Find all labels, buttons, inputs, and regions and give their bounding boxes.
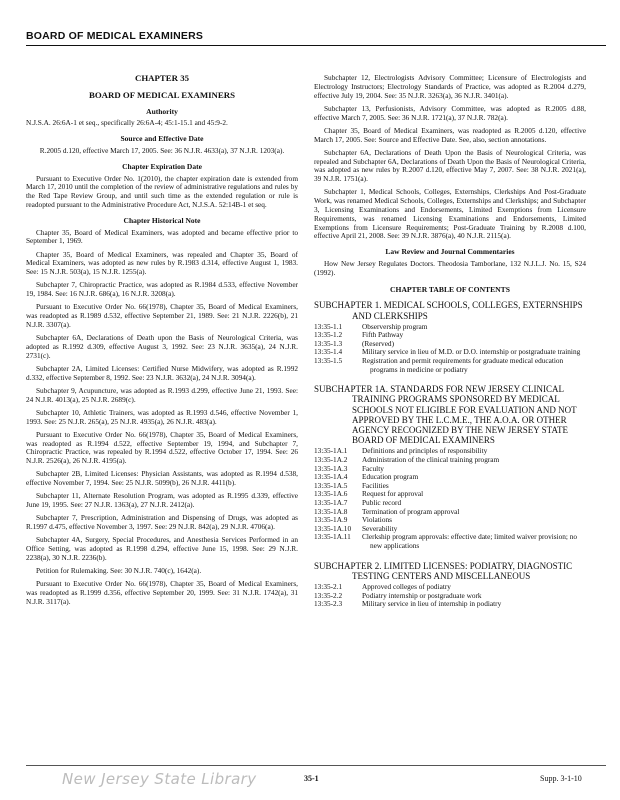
- history-paragraph: Subchapter 6A, Declarations of Death Upon the Basis of Neurological Criteria, was repealed and Subchapter 6A, Declarations of Death Upon the Basis of Neurological Criteria, was adopted as new rules by R.2007 d.120, effective May 7, 2007. See: 38 N.J.R. 2021(a), 39 N.J.R. 1751(a).: [314, 147, 586, 184]
- history-paragraph: Subchapter 12, Electrologists Advisory Committee; Licensure of Electrologists and Electrology Instructors; Electrology Standards of Practice, was adopted as R.2004 d.279, effective July 19, 2004. See: 35 N.J.R. 3263(a), 36 N.J.R. 3401(a).: [314, 73, 586, 100]
- section-title: Administration of the clinical training program: [362, 455, 500, 465]
- toc-entry: [314, 508, 586, 517]
- section-title: Request for approval: [362, 489, 424, 499]
- history-paragraph: Chapter 35, Board of Medical Examiners, was readopted as R.2005 d.120, effective March 17, 2005. See: Source and Effective Date. See, also, section annotations.: [314, 125, 586, 144]
- toc-spacer: [314, 551, 586, 557]
- history-paragraph: Subchapter 2A, Limited Licenses: Certified Nurse Midwifery, was adopted as R.1992 d.332, effective September 8, 1992. See: 23 N.J.R. 3632(a), 24 N.J.R. 3094(a).: [26, 363, 298, 382]
- history-paragraph: Subchapter 10, Athletic Trainers, was adopted as R.1993 d.546, effective November 1, 1993. See: 25 N.J.R. 265(a), 25 N.J.R. 4935(a), 26 N.J.R. 483(a).: [26, 407, 298, 426]
- section-title: Podiatry internship or postgraduate work: [362, 590, 482, 600]
- section-title: Definitions and principles of responsibility: [362, 446, 488, 456]
- history-paragraph: Pursuant to Executive Order No. 66(1978), Chapter 35, Board of Medical Examiners, was readopted as R.1994 d.522, effective September 19, 1994, and Subchapter 7, Chiropractic Practice, was repealed by R.1994 d.522, effective October 17, 1994. See: 26 N.J.R. 2526(a), 26 N.J.R. 4195(a).: [26, 429, 298, 466]
- section-title: (Reserved): [362, 338, 395, 348]
- history-paragraph: Chapter 35, Board of Medical Examiners, was repealed and Chapter 35, Board of Medical Examiners, was adopted as new rules by R.1983 d.314, effective August 1, 1983. See: 15 N.J.R. 503(a), 15 N.J.R. 1255(a).: [26, 249, 298, 277]
- law-review-text: How New Jersey Regulates Doctors. Theodosia Tamborlane, 132 N.J.L.J. No. 15, S24 (1992).: [314, 258, 586, 277]
- history-paragraph: Subchapter 1, Medical Schools, Colleges, Externships, Clerkships And Post-Graduate Work, was renamed Medical Schools, Colleges, Externships and Clerkships; and Subchapter 3, Licensing Examinations and Endorsements, Limited Exemptions from Licensure Requirements, was renamed Licensing Examinations and Endorsements, Limited Exemptions from Licensure Requirements; Post-Graduate Training by R.2008 d.100, effective April 21, 2008. See: 39 N.J.R. 3876(a), 40 N.J.R. 2115(a).: [314, 187, 586, 241]
- chapter-number: CHAPTER 35: [134, 73, 189, 83]
- history-paragraph: Subchapter 7, Prescription, Administration and Dispensing of Drugs, was adopted as R.1997 d.475, effective November 3, 1997. See: 29 N.J.R. 842(a), 29 N.J.R. 4706(a).: [26, 513, 298, 532]
- section-title: Severability: [362, 523, 398, 533]
- expiration-text: Pursuant to Executive Order No. 1(2010), the chapter expiration date is extended from March 17, 2010 until the completion of the review of administrative regulations and rules by the Red Tape Review Group, and until such time as the extended regulation or rule is readopted pursuant to the Administrative Procedure Act, N.J.S.A. 52:14B-1 et seq.: [26, 173, 298, 209]
- section-number: 13:35-2.3: [314, 599, 343, 609]
- section-number: 13:35-1.4: [314, 347, 343, 357]
- toc-entry: [314, 456, 586, 465]
- right-column: [314, 74, 586, 609]
- section-title: Clerkship program approvals: effective date; limited waiver provision; no new applications: [362, 532, 578, 551]
- section-title: Fifth Pathway: [362, 330, 404, 340]
- section-title: Education program: [362, 472, 419, 482]
- section-number: 13:35-1A.6: [314, 489, 348, 499]
- authority-text: N.J.S.A. 26:6A-1 et seq., specifically 26:6A-4; 45:1-15.1 and 45:9-2.: [26, 118, 228, 128]
- section-title: Violations: [362, 515, 392, 525]
- section-number: 13:35-1A.10: [314, 523, 352, 533]
- section-number: 13:35-1.5: [314, 356, 343, 366]
- section-title: Observership program: [362, 321, 428, 331]
- header-rule: [26, 45, 606, 46]
- section-number: 13:35-1A.4: [314, 472, 348, 482]
- toc-entry: [314, 490, 586, 499]
- authority-heading: Authority: [146, 106, 178, 116]
- toc-entry: [314, 465, 586, 474]
- subchapter-heading: SUBCHAPTER 1A. STANDARDS FOR NEW JERSEY CLINICAL TRAINING PROGRAMS SPONSORED BY MEDICAL SCHOOLS NOT ELIGIBLE FOR EVALUATION AND NOT APPROVED BY THE L.C.M.E., THE A.O.A. OR OTHER AGENCY RECOGNIZED BY THE NEW JERSEY STATE BOARD OF MEDICAL EXAMINERS: [314, 384, 577, 446]
- history-paragraph: Subchapter 4A, Surgery, Special Procedures, and Anesthesia Services Performed in an Office Setting, was adopted as R.1998 d.294, effective June 15, 1998. See: 29 N.J.R. 2238(a), 30 N.J.R. 2236(b).: [26, 535, 298, 562]
- section-number: 13:35-1.1: [314, 321, 343, 331]
- history-paragraph: Subchapter 11, Alternate Resolution Program, was adopted as R.1995 d.339, effective June 19, 1995. See: 27 N.J.R. 1363(a), 27 N.J.R. 2412(a).: [26, 491, 298, 510]
- section-title: Military service in lieu of internship in podiatry: [362, 599, 502, 609]
- history-paragraph: Chapter 35, Board of Medical Examiners, was adopted and became effective prior to September 1, 1969.: [26, 227, 298, 246]
- toc-entry: [314, 482, 586, 491]
- toc-spacer: [314, 374, 586, 380]
- section-title: Facilities: [362, 480, 389, 490]
- toc-entry: [314, 516, 586, 525]
- section-title: Registration and permit requirements for graduate medical education programs in medicine or podiatry: [362, 356, 564, 374]
- section-title: Approved colleges of podiatry: [362, 582, 451, 592]
- toc-entry: [314, 323, 586, 332]
- page-number: 35-1: [304, 774, 319, 783]
- section-number: 13:35-2.1: [314, 582, 343, 592]
- source-heading: Source and Effective Date: [120, 134, 204, 144]
- subchapter-heading: SUBCHAPTER 1. MEDICAL SCHOOLS, COLLEGES, EXTERNSHIPS AND CLERKSHIPS: [314, 300, 583, 321]
- history-paragraph: Pursuant to Executive Order No. 66(1978), Chapter 35, Board of Medical Examiners, was readopted as R.1999 d.356, effective September 20, 1999. See: 31 N.J.R. 1742(a), 31 N.J.R. 3117(a).: [26, 579, 298, 606]
- toc-entry: [314, 357, 586, 374]
- left-column: [26, 74, 298, 611]
- history-paragraph: Subchapter 2B, Limited Licenses: Physician Assistants, was adopted as R.1994 d.538, effective November 7, 1994. See: 25 N.J.R. 5099(b), 26 N.J.R. 4411(b).: [26, 469, 298, 488]
- history-paragraph: Subchapter 7, Chiropractic Practice, was adopted as R.1984 d.533, effective November 19, 1984. See: 16 N.J.R. 686(a), 16 N.J.R. 3208(a).: [26, 280, 298, 299]
- library-watermark: New Jersey State Library: [62, 770, 257, 788]
- toc-entry: [314, 473, 586, 482]
- toc-heading: CHAPTER TABLE OF CONTENTS: [390, 284, 510, 294]
- history-heading: Chapter Historical Note: [123, 215, 201, 225]
- section-number: 13:35-1A.9: [314, 515, 348, 525]
- section-title: Faculty: [362, 463, 384, 473]
- running-head: BOARD OF MEDICAL EXAMINERS: [26, 30, 204, 42]
- source-text: R.2005 d.120, effective March 17, 2005. See: 36 N.J.R. 4633(a), 37 N.J.R. 1203(a).: [39, 145, 285, 155]
- section-number: 13:35-1A.8: [314, 506, 348, 516]
- section-title: Military service in lieu of M.D. or D.O. internship or postgraduate training: [362, 347, 581, 357]
- expiration-heading: Chapter Expiration Date: [122, 161, 202, 171]
- section-number: 13:35-1A.1: [314, 446, 348, 456]
- subchapter-heading: SUBCHAPTER 2. LIMITED LICENSES: PODIATRY, DIAGNOSTIC TESTING CENTERS AND MISCELLANEOUS: [314, 560, 573, 581]
- section-number: 13:35-2.2: [314, 590, 343, 600]
- section-number: 13:35-1A.7: [314, 498, 348, 508]
- law-review-heading: Law Review and Journal Commentaries: [385, 247, 515, 257]
- history-paragraph: Subchapter 13, Perfusionists, Advisory Committee, was adopted as R.2005 d.88, effective March 7, 2005. See: 36 N.J.R. 1721(a), 37 N.J.R. 782(a).: [314, 103, 586, 122]
- history-paragraph: Pursuant to Executive Order No. 66(1978), Chapter 35, Board of Medical Examiners, was readopted as R.1989 d.532, effective September 21, 1989. See: 21 N.J.R. 2226(b), 21 N.J.R. 3307(a).: [26, 302, 298, 329]
- history-paragraph: Petition for Rulemaking. See: 30 N.J.R. 740(c), 1642(a).: [36, 566, 202, 576]
- section-number: 13:35-1.2: [314, 330, 343, 340]
- footer-rule: [26, 765, 606, 766]
- section-number: 13:35-1A.2: [314, 455, 348, 465]
- toc-entry: [314, 533, 586, 550]
- section-number: 13:35-1A.3: [314, 463, 348, 473]
- chapter-title: BOARD OF MEDICAL EXAMINERS: [88, 89, 236, 100]
- history-paragraph: Subchapter 9, Acupuncture, was adopted as R.1993 d.299, effective June 21, 1993. See: 24 N.J.R. 4013(a), 25 N.J.R. 2689(c).: [26, 385, 298, 404]
- toc-entry: [314, 331, 586, 340]
- history-paragraph: Subchapter 6A, Declarations of Death upon the Basis of Neurological Criteria, was adopted as R.1992 d.309, effective August 3, 1992. See: 23 N.J.R. 3635(a), 24 N.J.R. 2731(c).: [26, 333, 298, 360]
- section-number: 13:35-1.3: [314, 338, 343, 348]
- section-number: 13:35-1A.5: [314, 480, 348, 490]
- supplement-date: Supp. 3-1-10: [540, 774, 582, 783]
- section-title: Public record: [362, 498, 402, 508]
- toc-entry: [314, 600, 586, 609]
- section-title: Termination of program approval: [362, 506, 460, 516]
- section-number: 13:35-1A.11: [314, 532, 351, 542]
